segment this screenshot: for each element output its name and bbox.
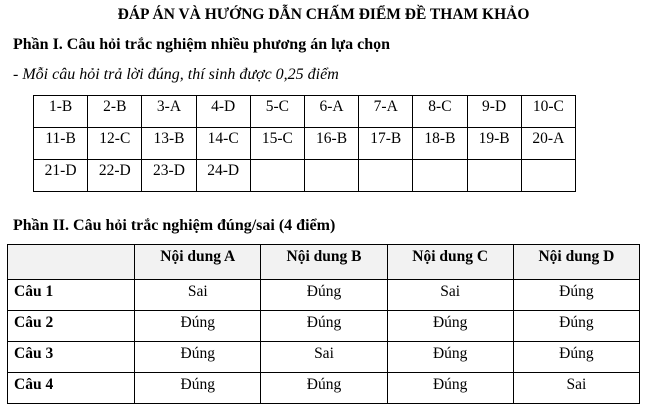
document-title: ĐÁP ÁN VÀ HƯỚNG DẪN CHẤM ĐIỂM ĐỀ THAM KHẢO <box>117 6 530 23</box>
answer-cell: 21-D <box>34 160 88 192</box>
part1-heading: Phần I. Câu hỏi trắc nghiệm nhiều phương án lựa chọn <box>13 36 391 53</box>
column-header: Nội dung D <box>513 245 639 280</box>
answer-cell: 23-D <box>142 160 196 192</box>
answer-cell: 14-C <box>196 128 250 160</box>
answer-cell: 11-B <box>34 128 88 160</box>
answer-cell: 22-D <box>88 160 142 192</box>
answer-cell: 17-B <box>359 128 413 160</box>
answer-cell <box>413 160 467 192</box>
table-row <box>34 96 576 128</box>
answer-cell: 18-B <box>413 128 467 160</box>
answer-cell: 4-D <box>196 96 250 128</box>
table-row <box>34 128 576 160</box>
table-row <box>8 280 640 311</box>
table-row <box>34 160 576 192</box>
answer-cell: Đúng <box>513 311 639 342</box>
part2-heading: Phần II. Câu hỏi trắc nghiệm đúng/sai (4 điểm) <box>13 217 336 234</box>
part1-answer-table <box>33 95 576 192</box>
answer-cell: Đúng <box>135 373 261 404</box>
table-row <box>8 342 640 373</box>
answer-cell: Đúng <box>261 311 387 342</box>
answer-cell: 8-C <box>413 96 467 128</box>
answer-cell: 20-A <box>521 128 575 160</box>
answer-cell: Đúng <box>135 311 261 342</box>
answer-cell: 2-B <box>88 96 142 128</box>
answer-cell: Đúng <box>135 342 261 373</box>
answer-cell: Sai <box>261 342 387 373</box>
column-header: Nội dung A <box>135 245 261 280</box>
answer-cell: Sai <box>513 373 639 404</box>
answer-cell: 9-D <box>467 96 521 128</box>
answer-cell: 10-C <box>521 96 575 128</box>
answer-cell: Đúng <box>261 373 387 404</box>
answer-cell: Sai <box>135 280 261 311</box>
answer-cell: 3-A <box>142 96 196 128</box>
answer-cell: 5-C <box>250 96 304 128</box>
answer-cell <box>359 160 413 192</box>
answer-cell <box>521 160 575 192</box>
answer-cell: Đúng <box>513 280 639 311</box>
column-header <box>8 245 135 280</box>
column-header: Nội dung C <box>387 245 513 280</box>
table-row <box>8 311 640 342</box>
answer-cell: Sai <box>387 280 513 311</box>
answer-cell: Đúng <box>387 373 513 404</box>
answer-cell: 12-C <box>88 128 142 160</box>
table-header-row <box>8 245 640 280</box>
answer-cell <box>250 160 304 192</box>
answer-cell: Đúng <box>387 311 513 342</box>
answer-cell: Đúng <box>261 280 387 311</box>
answer-cell <box>304 160 358 192</box>
part2-answer-table <box>7 244 640 404</box>
answer-cell: 16-B <box>304 128 358 160</box>
row-header: Câu 3 <box>8 342 135 373</box>
column-header: Nội dung B <box>261 245 387 280</box>
answer-cell: 7-A <box>359 96 413 128</box>
answer-cell: 19-B <box>467 128 521 160</box>
row-header: Câu 2 <box>8 311 135 342</box>
answer-cell: 15-C <box>250 128 304 160</box>
answer-cell: 13-B <box>142 128 196 160</box>
row-header: Câu 1 <box>8 280 135 311</box>
answer-cell: 6-A <box>304 96 358 128</box>
answer-cell: 24-D <box>196 160 250 192</box>
row-header: Câu 4 <box>8 373 135 404</box>
answer-cell: Đúng <box>387 342 513 373</box>
answer-cell <box>467 160 521 192</box>
table-row <box>8 373 640 404</box>
part1-note: - Mỗi câu hỏi trả lời đúng, thí sinh được 0,25 điểm <box>13 66 339 83</box>
answer-cell: 1-B <box>34 96 88 128</box>
answer-cell: Đúng <box>513 342 639 373</box>
